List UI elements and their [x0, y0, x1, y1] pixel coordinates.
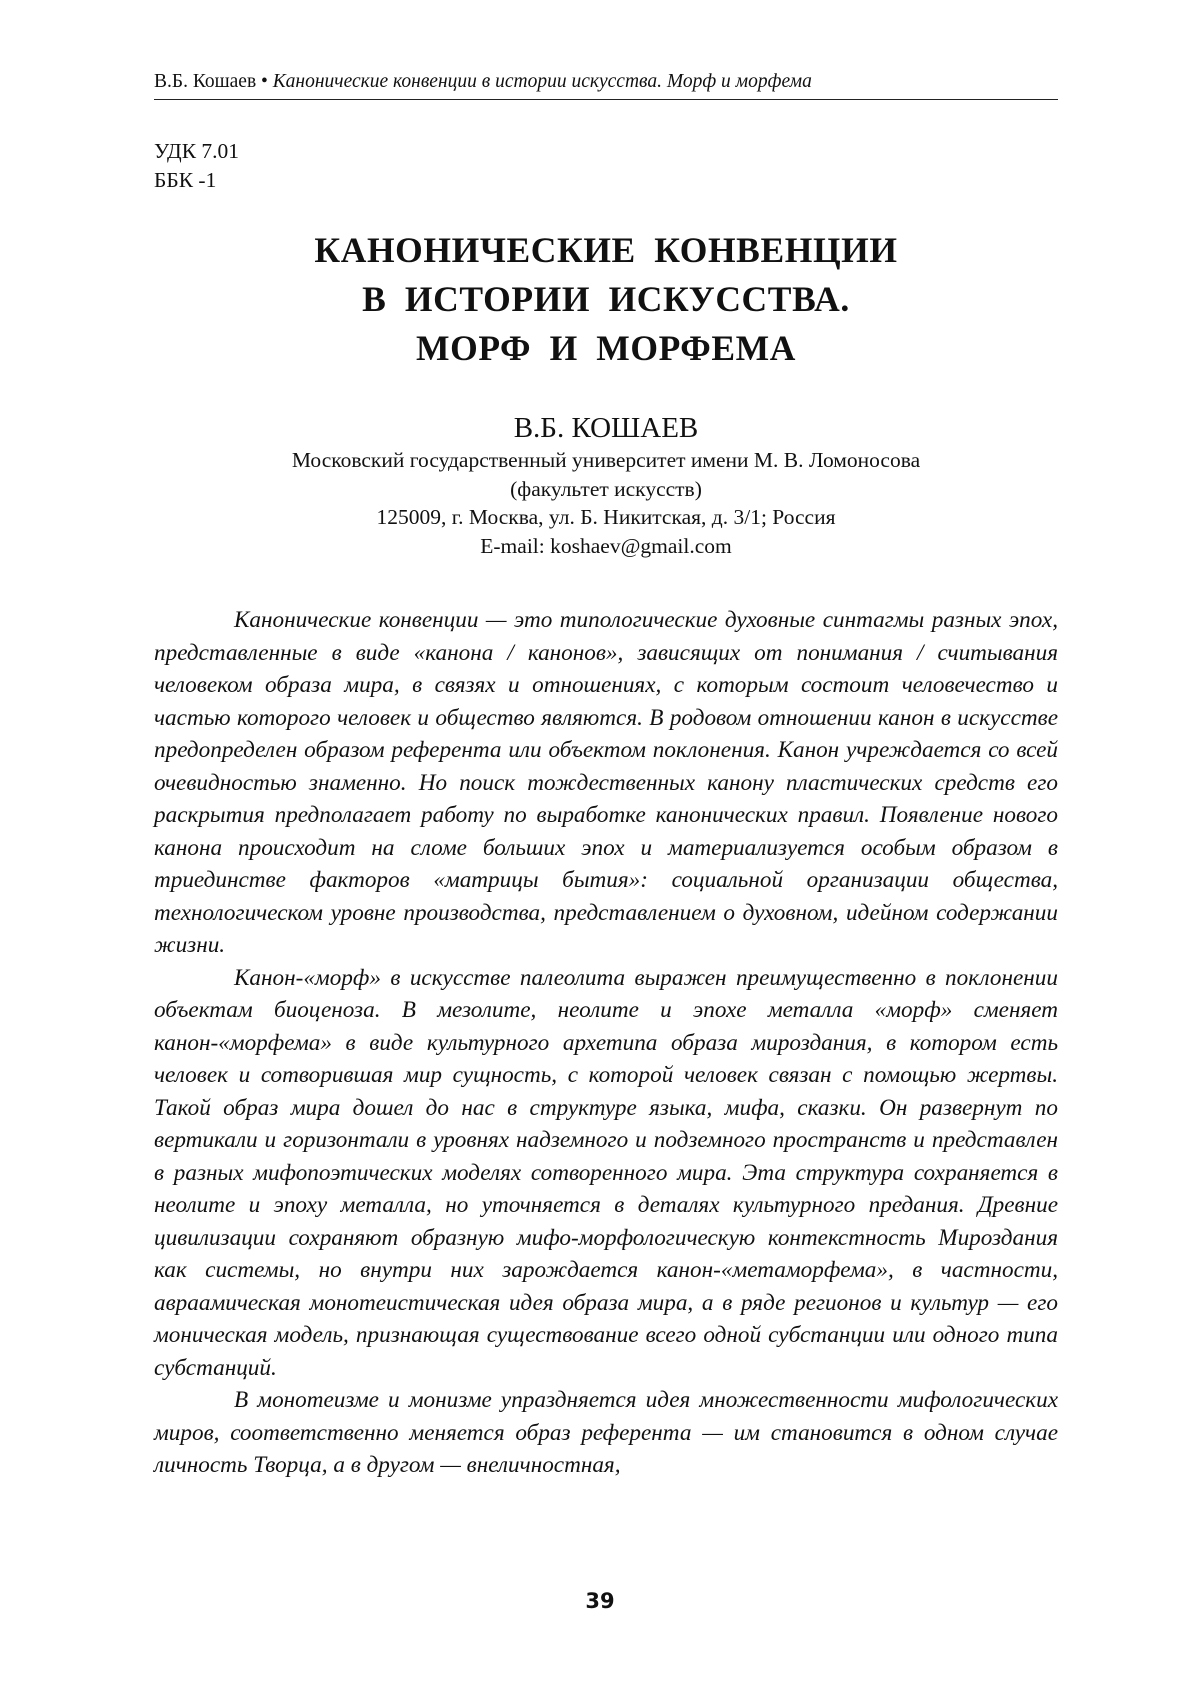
header-title: Канонические конвенции в истории искусства. Морф и морфема [272, 71, 812, 92]
running-header [154, 70, 1058, 100]
title-line: МОРФ И МОРФЕМА [416, 328, 796, 368]
affiliation-faculty: (факультет искусств) [510, 476, 702, 501]
header-author: В.Б. Кошаев [154, 71, 257, 92]
udk-code: УДК 7.01 [154, 139, 240, 163]
affiliation-address: 125009, г. Москва, ул. Б. Никитская, д. 3/1; Россия [376, 505, 836, 529]
classification-codes [154, 137, 239, 195]
abstract-paragraph: В монотеизме и монизме упраздняется идея множественности мифологических миров, соответственно меняется образ референта — им становится в одном случае личность Творца, а в другом — внеличностная, [154, 1387, 1058, 1478]
title-line: КАНОНИЧЕСКИЕ КОНВЕНЦИИ [314, 230, 898, 270]
abstract [154, 604, 1058, 1482]
abstract-paragraph: Канонические конвенции — это типологические духовные синтагмы разных эпох, представленные в виде «канона / канонов», зависящих от понимания / считывания человеком образа мира, в связях и отношениях, с которым состоит человечество и частью которого человек и общество являются. В родовом отношении канон в искусстве предопределен образом референта или объектом поклонения. Канон учреждается со всей очевидностью знаменно. Но поиск тождественных канону пластических средств его раскрытия предполагает работу по выработке канонических правил. Появление нового канона происходит на сломе больших эпох и материализуется особым образом в триединстве факторов «матрицы бытия»: социальной организации общества, технологическом уровне производства, представлением о духовном, идейном содержании жизни. [154, 607, 1058, 958]
abstract-paragraph: Канон-«морф» в искусстве палеолита выражен преимущественно в поклонении объектам биоценоза. В мезолите, неолите и эпохе металла «морф» сменяет канон-«морфема» в виде культурного архетипа образа мироздания, в котором есть человек и сотворившая мир сущность, с которой человек связан с помощью жертвы. Такой образ мира дошел до нас в структуре языка, мифа, сказки. Он развернут по вертикали и горизонтали в уровнях надземного и подземного пространств и представлен в разных мифопоэтических моделях сотворенного мира. Эта структура сохраняется в неолите и эпоху металла, но уточняется в деталях культурного предания. Древние цивилизации сохраняют образную мифо-морфологическую контекстность Мироздания как системы, но внутри них зарождается канон-«метаморфема», в частности, авраамическая монотеистическая идея образа мира, а в ряде регионов и культур — его моническая модель, признающая существование всего одной субстанции или одного типа субстанций. [154, 964, 1058, 1381]
title-line: В ИСТОРИИ ИСКУССТВА. [362, 279, 850, 319]
article-title [154, 226, 1058, 373]
affiliation-university: Московский государственный университет имени М. В. Ломоносова [291, 448, 921, 472]
page-number: 39 [585, 1589, 615, 1613]
affiliation-email: E-mail: koshaev@gmail.com [480, 533, 732, 558]
bbk-code: ББК -1 [154, 168, 217, 192]
author-name: В.Б. КОШАЕВ [513, 412, 699, 444]
header-separator: • [261, 71, 268, 92]
author-affiliation [154, 446, 1058, 560]
